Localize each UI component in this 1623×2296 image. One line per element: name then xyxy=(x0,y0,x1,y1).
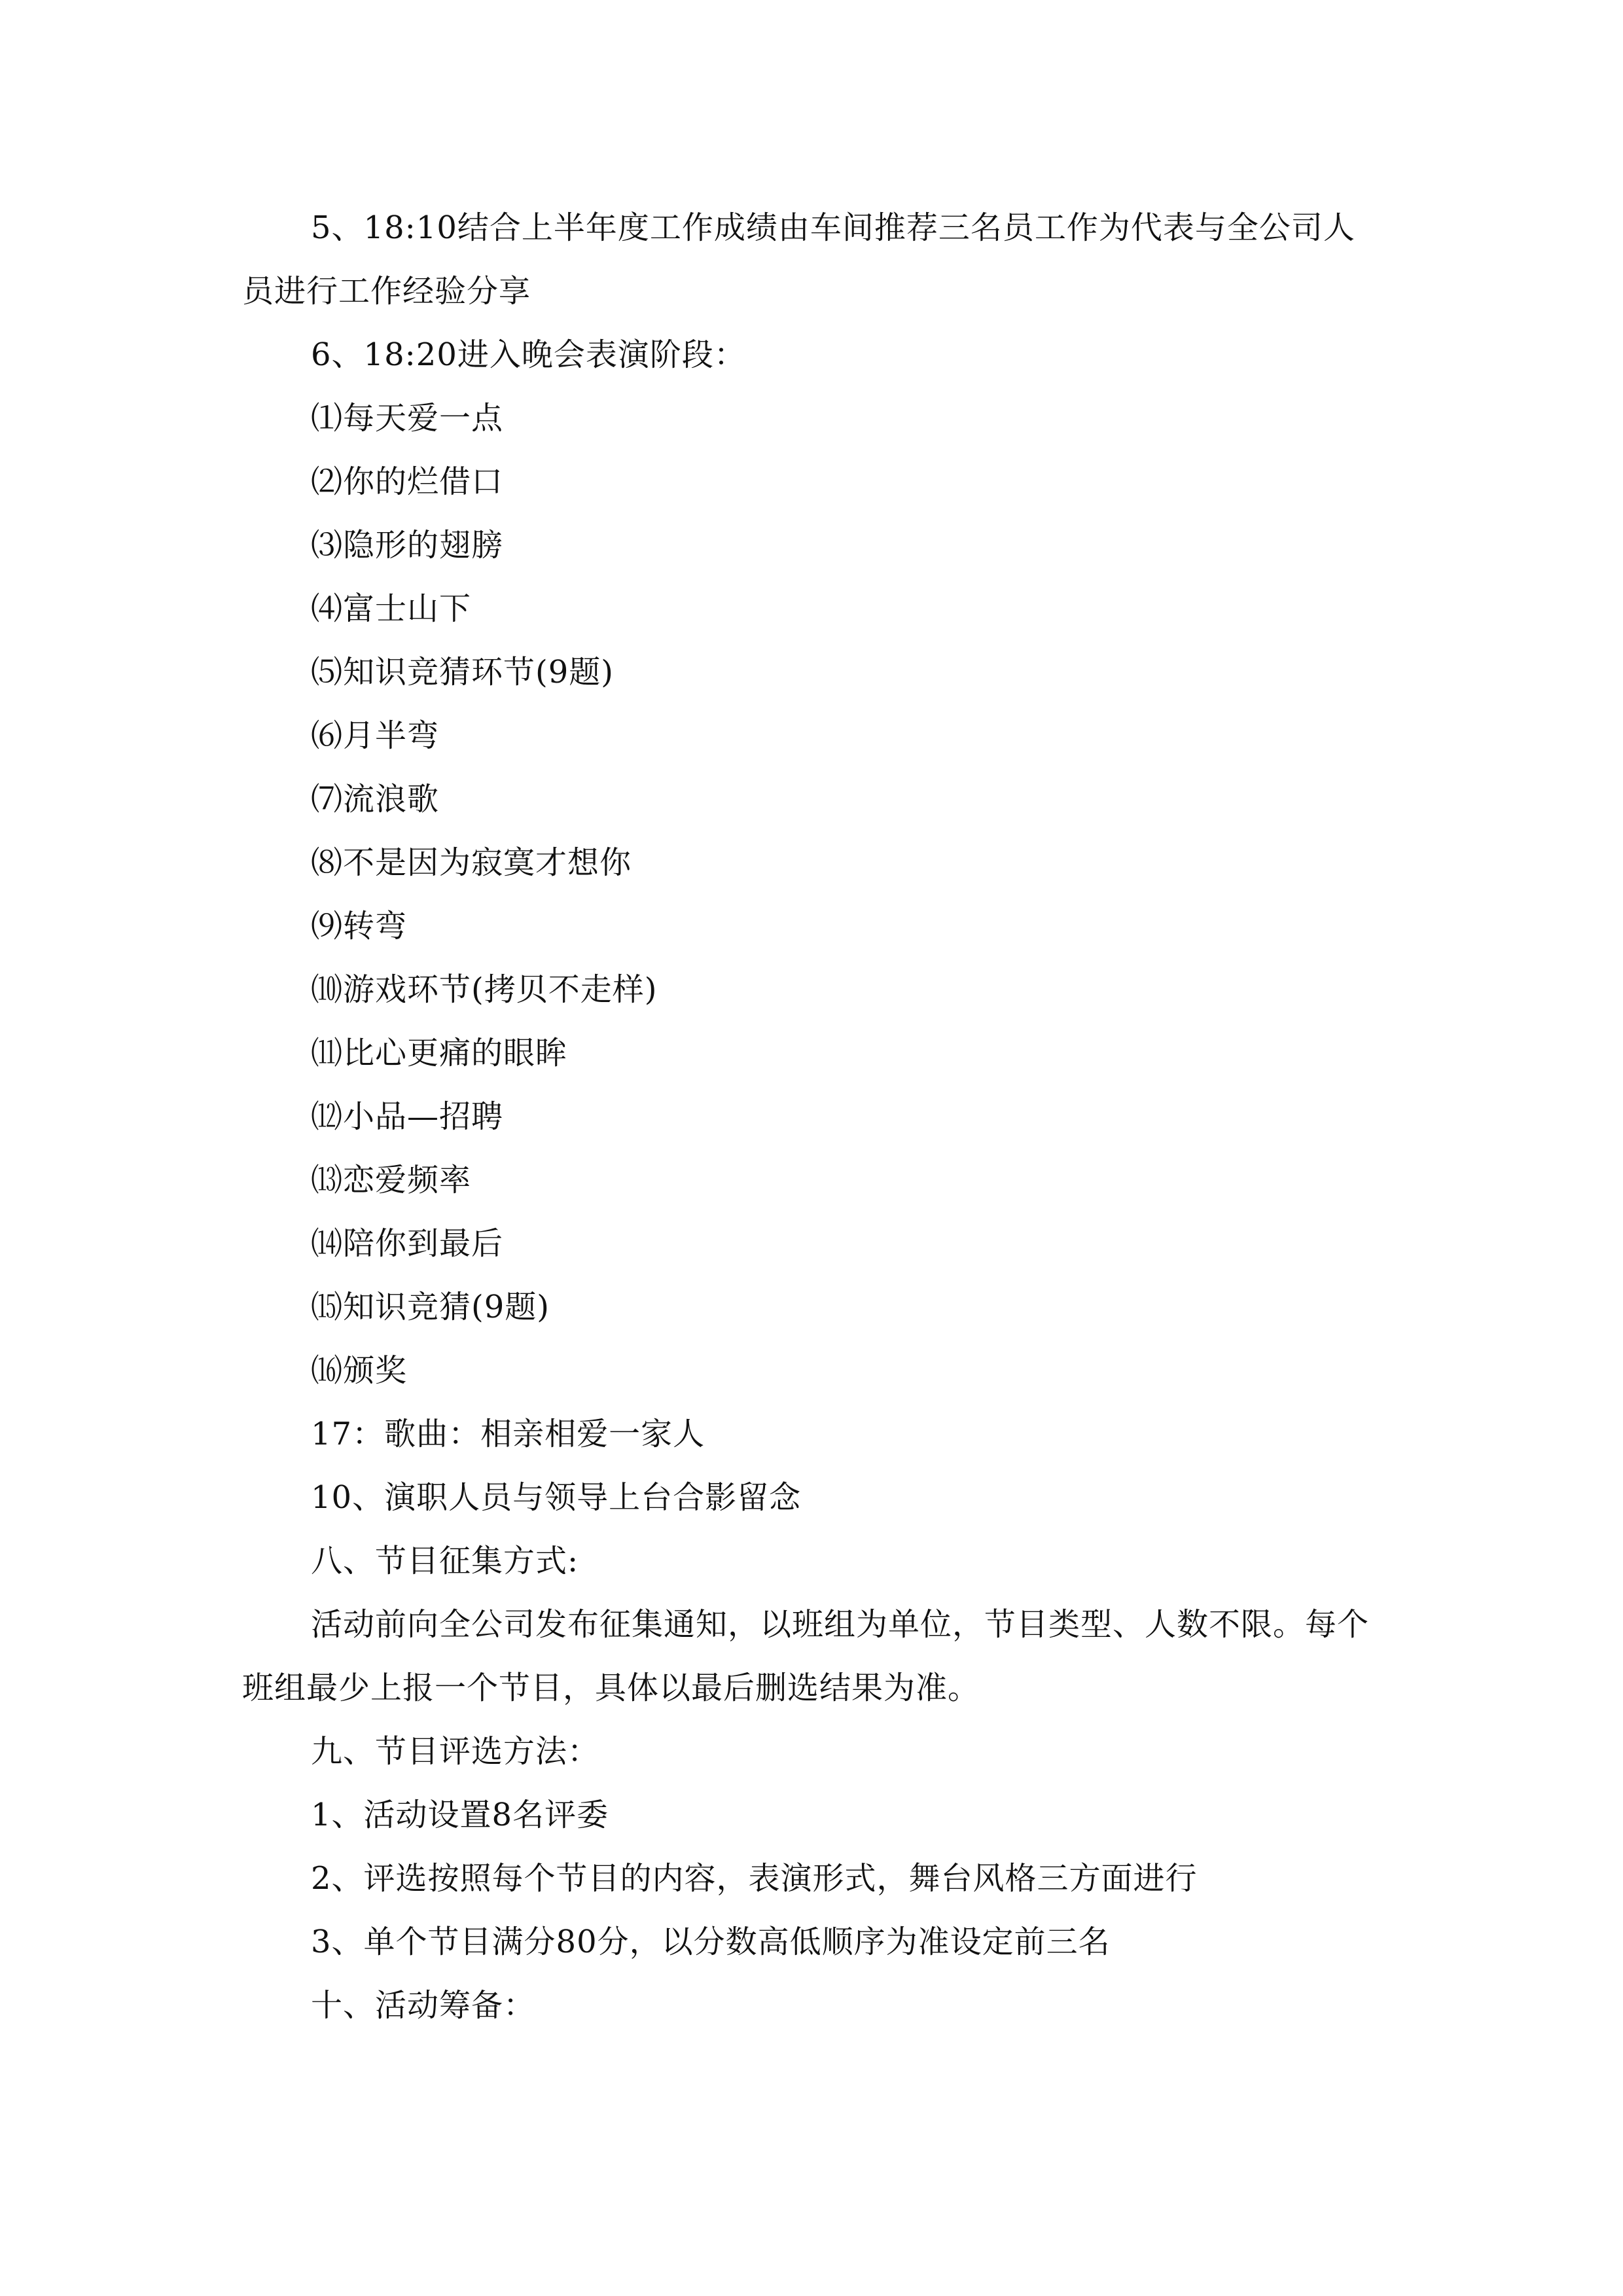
paragraph-line: 2、评选按照每个节目的内容，表演形式，舞台风格三方面进行 xyxy=(311,1860,1198,1897)
program-item: ⑸知识竞猜环节(9题) xyxy=(311,654,614,691)
program-item: ⑽游戏环节(拷贝不走样) xyxy=(311,971,658,1008)
document-body xyxy=(242,196,1374,2037)
paragraph-line: 17：歌曲：相亲相爱一家人 xyxy=(311,1416,705,1452)
paragraph-line: 5、18:10结合上半年度工作成绩由车间推荐三名员工作为代表与全公司人 xyxy=(311,209,1355,246)
section-heading: 八、节目征集方式: xyxy=(311,1543,579,1579)
paragraph-line: 班组最少上报一个节目，具体以最后删选结果为准。 xyxy=(242,1670,980,1706)
program-item: ⑾比心更痛的眼眸 xyxy=(311,1035,568,1071)
program-item: ⒁陪你到最后 xyxy=(311,1225,504,1262)
program-item: ⒂知识竞猜(9题) xyxy=(311,1289,550,1325)
program-item: ⑿小品—招聘 xyxy=(311,1098,504,1135)
program-item: ⑴每天爱一点 xyxy=(311,400,504,437)
section-heading: 十、活动筹备： xyxy=(311,1987,536,2024)
program-item: ⑶隐形的翅膀 xyxy=(311,527,504,564)
paragraph-line: 1、活动设置8名评委 xyxy=(311,1797,609,1833)
program-item: ⑵你的烂借口 xyxy=(311,463,504,500)
paragraph-line: 3、单个节目满分80分，以分数高低顺序为准设定前三名 xyxy=(311,1924,1111,1960)
program-item: ⑹月半弯 xyxy=(311,717,440,754)
program-item: ⑻不是因为寂寞才想你 xyxy=(311,844,632,881)
program-item: ⒃颁奖 xyxy=(311,1352,408,1389)
program-item: ⑷富士山下 xyxy=(311,590,472,627)
program-item: ⒀恋爱频率 xyxy=(311,1162,472,1198)
paragraph-line: 6、18:20进入晚会表演阶段： xyxy=(311,336,746,373)
paragraph-line: 10、演职人员与领导上台合影留念 xyxy=(311,1479,802,1516)
program-item: ⑼转弯 xyxy=(311,908,408,944)
program-item: ⑺流浪歌 xyxy=(311,781,440,817)
section-heading: 九、节目评选方法： xyxy=(311,1733,600,1770)
paragraph-line: 员进行工作经验分享 xyxy=(242,273,531,310)
paragraph-line: 活动前向全公司发布征集通知，以班组为单位，节目类型、人数不限。每个 xyxy=(311,1606,1370,1643)
